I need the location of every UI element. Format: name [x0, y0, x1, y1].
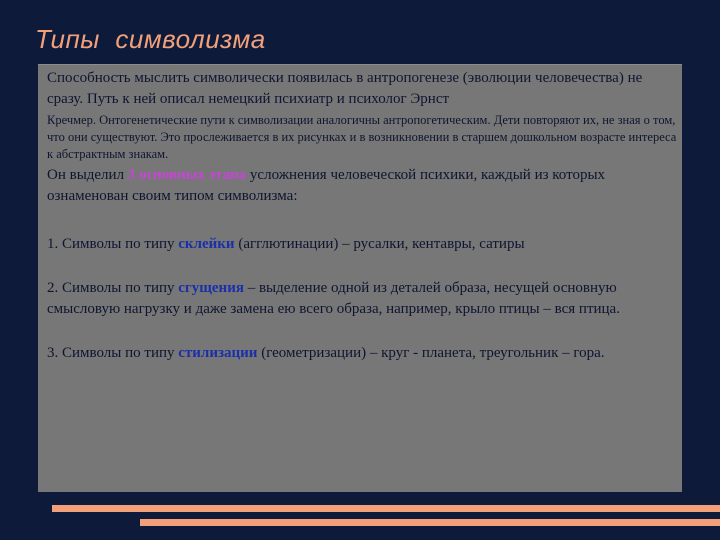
list-item-3-prefix: 3. Символы по типу: [47, 345, 179, 361]
accent-bar-top: [52, 505, 720, 512]
list-item-1: [47, 234, 677, 255]
slide-title: Типы символизма: [35, 24, 266, 54]
stages-paragraph: [47, 165, 677, 207]
list-item-1-prefix: 1. Символы по типу: [47, 236, 179, 252]
list-item-2-prefix: 2. Символы по типу: [47, 280, 179, 296]
list-item-3-keyword: стилизации: [178, 345, 258, 361]
list-item-2-suffix: – выделение одной из деталей образа, несущей основную смысловую нагрузку и даже замена ею всего образа, например, крыло птицы – вся птица.: [47, 280, 620, 317]
intro-paragraph-1: Способность мыслить символически появилась в антропогенезе (эволюции человечества) не сразу. Путь к ней описал немецкий психиатр и психолог Эрнст: [47, 70, 643, 107]
content-body: [47, 68, 677, 364]
list-item-2-keyword: сгущения: [178, 280, 244, 296]
list-item-2: [47, 278, 677, 320]
intro-paragraph-2: Кречмер. Онтогенетические пути к символизации аналогичны антропогетическим. Дети повторяют их, не зная о том, что они существуют. Это прослеживается в их рисунках и в возникновении в старшем дошкольном возрасте интереса к абстрактным знакам.: [47, 113, 677, 161]
stages-before: Он выделил: [47, 167, 128, 183]
accent-bar-bottom: [140, 519, 720, 526]
list-item-3: [47, 343, 677, 364]
list-item-1-keyword: склейки: [178, 236, 235, 252]
list-item-1-suffix: (агглютинации) – русалки, кентавры, сатиры: [234, 236, 525, 252]
list-item-3-suffix: (геометризации) – круг - планета, треугольник – гора.: [257, 345, 605, 361]
stages-after: усложнения человеческой психики, каждый из которых ознаменован своим типом символизма:: [47, 167, 606, 204]
stages-highlight: 3 основных этапа: [127, 167, 247, 183]
